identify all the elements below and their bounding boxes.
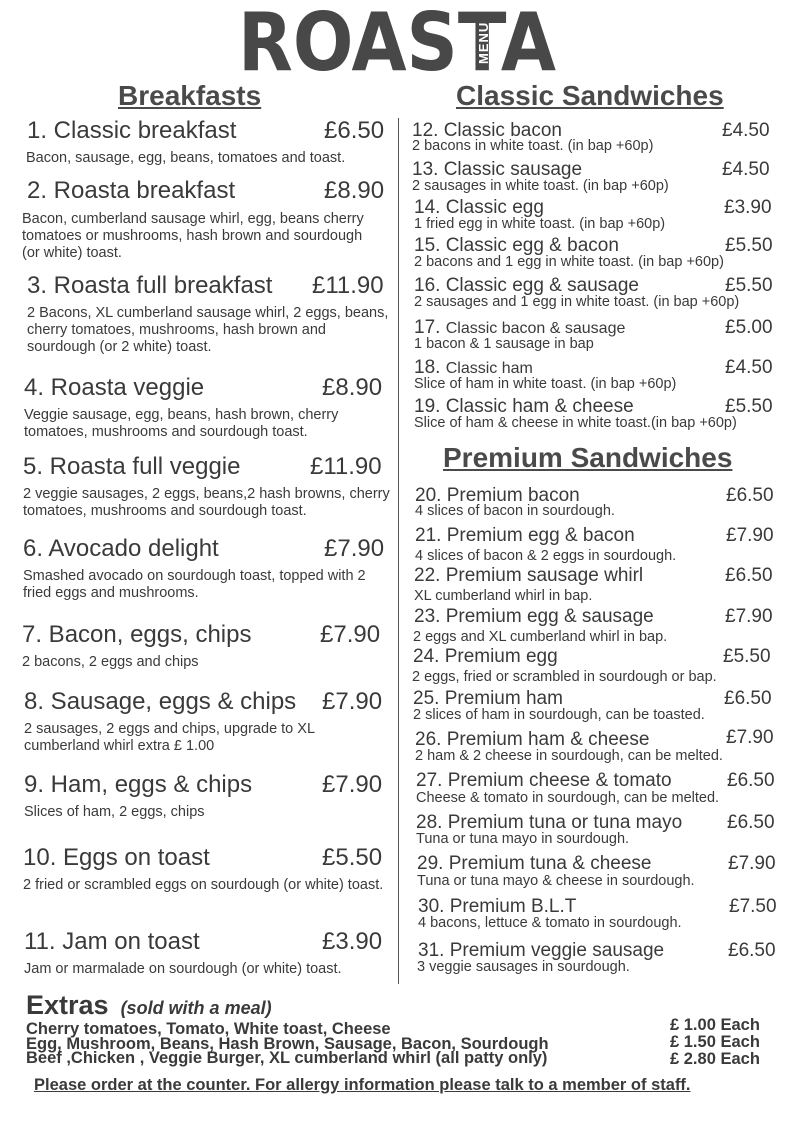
item-price: £6.50 [324, 117, 385, 144]
extras-heading [26, 990, 272, 1021]
item-price: £7.90 [726, 525, 774, 546]
item-name: 20. Premium bacon [415, 485, 580, 506]
item-name: 4. Roasta veggie [24, 374, 205, 401]
item-price: £7.90 [322, 688, 383, 715]
item-desc: 3 veggie sausages in sourdough. [417, 959, 630, 975]
item-desc: 4 slices of bacon in sourdough. [415, 503, 615, 519]
item-name: 5. Roasta full veggie [23, 453, 241, 480]
item-desc: 2 eggs, fried or scrambled in sourdough or bap. [412, 669, 717, 685]
item-name: 21. Premium egg & bacon [415, 525, 635, 546]
item-desc: Smashed avocado on sourdough toast, topped with 2 fried eggs and mushrooms. [23, 568, 366, 601]
item-desc: 1 fried egg in white toast. (in bap +60p) [414, 216, 666, 232]
item-price: £4.50 [722, 159, 770, 180]
item-price: £5.50 [725, 275, 773, 296]
item-name: 23. Premium egg & sausage [414, 606, 654, 627]
item-name: 26. Premium ham & cheese [415, 729, 650, 750]
item-name: 19. Classic ham & cheese [414, 396, 634, 417]
item-price: £5.00 [725, 317, 773, 338]
item-name: 31. Premium veggie sausage [418, 940, 665, 961]
item-price: £8.90 [322, 374, 383, 401]
item-desc: XL cumberland whirl in bap. [414, 588, 593, 604]
extras-line: Cherry tomatoes, Tomato, White toast, Cheese [26, 1020, 391, 1038]
item-desc: Slices of ham, 2 eggs, chips [24, 804, 205, 820]
item-price: £5.50 [725, 396, 773, 417]
classic-sandwiches-title: Classic Sandwiches [456, 80, 724, 111]
item-price: £7.90 [726, 727, 774, 748]
extras-price: £ 1.50 Each [670, 1033, 760, 1051]
item-name: 28. Premium tuna or tuna mayo [416, 812, 683, 833]
item-price: £7.90 [322, 771, 383, 798]
item-price: £4.50 [722, 120, 770, 141]
item-number: 17. [414, 317, 446, 338]
item-desc: 2 sausages in white toast. (in bap +60p) [412, 178, 669, 194]
item-price: £6.50 [724, 688, 772, 709]
item-desc: Bacon, cumberland sausage whirl, egg, beans cherry tomatoes or mushrooms, hash brown and sourdough (or white) toast. [22, 211, 364, 261]
logo-main-text: ROASTA [238, 8, 557, 74]
item-name: 29. Premium tuna & cheese [417, 853, 652, 874]
item-name: 6. Avocado delight [23, 535, 219, 562]
item-name: 16. Classic egg & sausage [414, 275, 639, 296]
extras-title: Extras [26, 990, 109, 1020]
extras-price: £ 1.00 Each [670, 1016, 760, 1034]
extras-note: (sold with a meal) [120, 998, 272, 1018]
item-desc: 1 bacon & 1 sausage in bap [414, 336, 594, 352]
item-price: £8.90 [324, 177, 385, 204]
item-desc: 2 veggie sausages, 2 eggs, beans,2 hash browns, cherry tomatoes, mushrooms and sourdough toast. [23, 486, 390, 519]
item-desc: Bacon, sausage, egg, beans, tomatoes and toast. [26, 150, 346, 166]
item-price: £3.90 [724, 197, 772, 218]
item-name: 1. Classic breakfast [27, 117, 237, 144]
item-desc: 2 sausages, 2 eggs and chips, upgrade to XL cumberland whirl extra £ 1.00 [24, 721, 315, 754]
item-desc: 2 bacons in white toast. (in bap +60p) [412, 138, 654, 154]
item-name: 3. Roasta full breakfast [27, 272, 273, 299]
item-price: £3.90 [322, 928, 383, 955]
item-price: £7.90 [725, 606, 773, 627]
item-price: £11.90 [310, 453, 382, 480]
item-price: £5.50 [322, 844, 383, 871]
item-name: 13. Classic sausage [412, 159, 583, 180]
item-desc: 2 sausages and 1 egg in white toast. (in bap +60p) [414, 294, 740, 310]
item-desc: 2 ham & 2 cheese in sourdough, can be melted. [415, 748, 723, 764]
extras-price: £ 2.80 Each [670, 1050, 760, 1068]
item-desc: 4 slices of bacon & 2 eggs in sourdough. [415, 548, 677, 564]
item-desc: 2 slices of ham in sourdough, can be toasted. [413, 707, 705, 723]
item-desc: Slice of ham & cheese in white toast.(in bap +60p) [414, 415, 737, 431]
item-price: £6.50 [727, 770, 775, 791]
item-price: £4.50 [725, 357, 773, 378]
item-desc: 4 bacons, lettuce & tomato in sourdough. [418, 915, 682, 931]
item-price: £6.50 [725, 565, 773, 586]
premium-sandwiches-title: Premium Sandwiches [443, 442, 733, 473]
item-price: £6.50 [728, 940, 776, 961]
item-desc: 2 bacons and 1 egg in white toast. (in bap +60p) [414, 254, 724, 270]
breakfasts-title: Breakfasts [118, 80, 262, 111]
item-desc: Tuna or tuna mayo in sourdough. [416, 831, 630, 847]
item-price: £6.50 [727, 812, 775, 833]
item-name: 7. Bacon, eggs, chips [22, 621, 252, 648]
item-price: £7.50 [729, 896, 777, 917]
item-desc: Jam or marmalade on sourdough (or white) toast. [24, 961, 342, 977]
item-desc: 2 Bacons, XL cumberland sausage whirl, 2 eggs, beans, cherry tomatoes, mushrooms, hash brown and sourdough (or 2 white) toast. [27, 305, 389, 355]
item-name: 15. Classic egg & bacon [414, 235, 619, 256]
item-price: £7.90 [728, 853, 776, 874]
item-desc: 2 eggs and XL cumberland whirl in bap. [413, 629, 668, 645]
item-name: 22. Premium sausage whirl [414, 565, 644, 586]
column-divider [398, 118, 399, 984]
extras-line: Beef ,Chicken , Veggie Burger, XL cumberland whirl (all patty only) [26, 1049, 548, 1067]
item-price: £5.50 [723, 646, 771, 667]
item-price: £7.90 [320, 621, 381, 648]
item-desc: Slice of ham in white toast. (in bap +60p) [414, 376, 677, 392]
item-name: 2. Roasta breakfast [27, 177, 236, 204]
item-name: 11. Jam on toast [24, 928, 200, 955]
item-desc: 2 fried or scrambled eggs on sourdough (or white) toast. [23, 877, 384, 893]
roasta-logo [238, 8, 558, 74]
item-price: £7.90 [324, 535, 385, 562]
item-name: 9. Ham, eggs & chips [24, 771, 253, 798]
footer-notice: Please order at the counter. For allergy information please talk to a member of staff. [34, 1076, 691, 1094]
item-name: 14. Classic egg [414, 197, 544, 218]
item-name: 30. Premium B.L.T [418, 896, 577, 917]
item-name: 8. Sausage, eggs & chips [24, 688, 297, 715]
item-desc: 2 bacons, 2 eggs and chips [22, 654, 199, 670]
item-desc: Cheese & tomato in sourdough, can be melted. [416, 790, 720, 806]
item-price: £5.50 [725, 235, 773, 256]
item-name-small: Classic ham [445, 360, 533, 377]
logo-sub-text: MENU [476, 21, 491, 64]
item-name: 10. Eggs on toast [23, 844, 210, 871]
item-number: 18. [414, 357, 446, 378]
item-name-small: Classic bacon & sausage [445, 320, 626, 337]
item-name: 24. Premium egg [413, 646, 558, 667]
item-desc: Tuna or tuna mayo & cheese in sourdough. [417, 873, 695, 889]
extras-line: Egg, Mushroom, Beans, Hash Brown, Sausage, Bacon, Sourdough [26, 1035, 549, 1053]
item-price: £6.50 [726, 485, 774, 506]
item-name: 12. Classic bacon [412, 120, 562, 141]
item-name: 25. Premium ham [413, 688, 563, 709]
logo-wordmark [238, 8, 558, 74]
item-desc: Veggie sausage, egg, beans, hash brown, cherry tomatoes, mushrooms and sourdough toast. [24, 407, 339, 440]
item-name: 27. Premium cheese & tomato [416, 770, 672, 791]
item-price: £11.90 [312, 272, 384, 299]
